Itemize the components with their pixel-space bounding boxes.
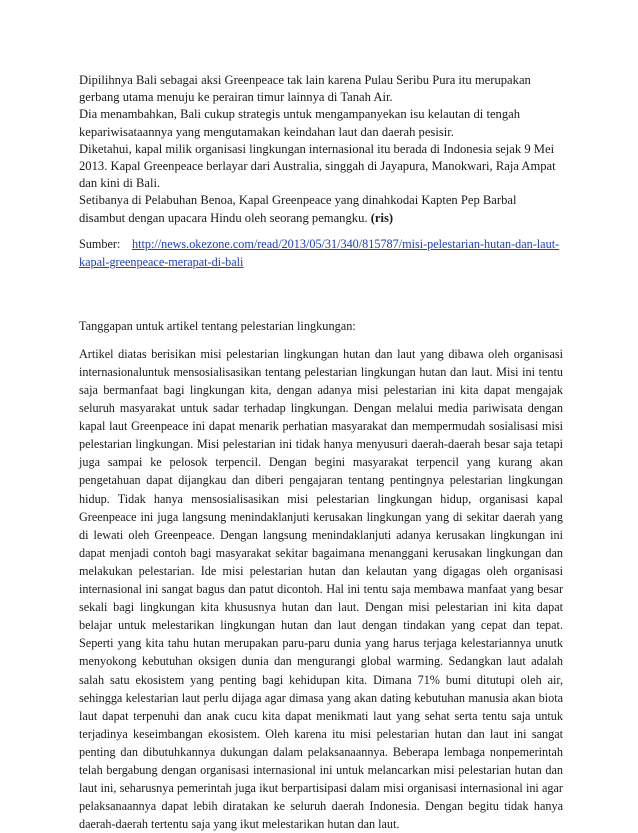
- response-heading: Tanggapan untuk artikel tentang pelestarian lingkungan:: [79, 318, 356, 333]
- source-citation: [79, 235, 563, 272]
- document-page: [79, 72, 563, 833]
- source-label: Sumber:: [79, 236, 121, 251]
- article-last-paragraph-text: Setibanya di Pelabuhan Benoa, Kapal Greenpeace yang dinahkodai Kapten Pep Barbal disambut dengan upacara Hindu oleh seorang pemangku.: [79, 193, 517, 225]
- author-tag: (ris): [370, 210, 394, 225]
- article-paragraph-3: Diketahui, kapal milik organisasi lingkungan internasional itu berada di Indonesia sejak 9 Mei 2013. Kapal Greenpeace berlayar dari Australia, singgah di Jayapura, Manokwari, Raja Ampat dan kini di Bali.: [79, 141, 556, 191]
- response-body: Artikel diatas berisikan misi pelestarian lingkungan hutan dan laut yang dibawa oleh organisasi internasionaluntuk mensosialisasikan tentang pelestarian lingkungan hutan dan laut. Misi ini tentu saja bermanfaat bagi lingkungan kita, dengan adanya misi pelestarian ini kita dapat mengajak seluruh masyarakat untuk sadar terhadap lingkungan. Dengan melalui media pariwisata dengan kapal laut Greenpeace ini dapat menarik perhatian masyarakat dan mempermudah sosialisasi misi pelestarian lingkungan. Misi pelestarian ini tidak hanya menyusuri daerah-daerah besar saja tetapi juga sampai ke pelosok terpencil. Dengan begini masyarakat terpencil yang kurang akan pengetahuan dapat dijangkau dan diberi pengajaran tentang pentingnya pelestarian lingkungan hidup. Tidak hanya mensosialisasikan misi pelestarian lingkungan hidup, organisasi kapal Greenpeace ini juga langsung menindaklanjuti kerusakan lingkungan yang di sekitar daerah yang di lewati oleh Greenpeace. Dengan langsung menindaklanjuti adanya kerusakan lingkungan ini dapat menjadi contoh bagi masyarakat sekitar bagaimana menanggani kerusakan lingkungan dan melakukan pelestarian. Ide misi pelestarian hutan dan kelautan yang digagas oleh organisasi internasional ini sangat bagus dan patut dicontoh. Hal ini tentu saja membawa manfaat yang besar sekali bagi lingkungan kita khususnya hutan dan laut. Dengan misi pelestarian ini kita dapat belajar untuk melestarikan lingkungan hutan dan laut dengan tindakan yang cepat dan tepat. Seperti yang kita tahu hutan merupakan paru-paru dunia yang harus terjaga kelestariannya unutk menyokong kebutuhan oksigen dunia dan mengurangi global warming. Sedangkan laut adalah salah satu ekosistem yang penting bagi kehidupan kita. Dimana 71% bumi ditutupi oleh air, sehingga kelestarian laut perlu dijaga agar dimasa yang akan dating kebutuhan manusia akan biota laut dapat terpenuhi dan anak cucu kita dapat menikmati laut yang sehat serta tentu saja untuk terjadinya keseimbangan ekosistem. Oleh karena itu misi pelestarian hutan dan laut ini sangat penting dan dibutuhkannya dukungan dalam pelaksanaannya. Beberapa lembaga nonpemerintah telah bergabung dengan organisasi internasional ini untuk melancarkan misi pelestarian hutan dan laut ini, seharusnya pemerintah juga ikut berpartisipasi dalam misi organisasi internasional ini agar pelaksanaannya dapat lebih diratakan ke seluruh daerah Indonesia. Dengan begitu tidak hanya daerah-daerah tertentu saja yang ikut melestarikan hutan dan laut.: [79, 346, 563, 832]
- article-paragraph-1: Dipilihnya Bali sebagai aksi Greenpeace tak lain karena Pulau Seribu Pura itu merupakan gerbang utama menuju ke perairan timur lainnya di Tanah Air.: [79, 73, 531, 105]
- source-link[interactable]: http://news.okezone.com/read/2013/05/31/340/815787/misi-pelestarian-hutan-dan-laut-kapal-greenpeace-merapat-di-bali: [79, 236, 560, 270]
- article-paragraph-4: [79, 192, 563, 226]
- article-paragraph-2: Dia menambahkan, Bali cukup strategis untuk mengampanyekan isu kelautan di tengah kepariwisataannya yang mengutamakan keindahan laut dan daerah pesisir.: [79, 107, 521, 139]
